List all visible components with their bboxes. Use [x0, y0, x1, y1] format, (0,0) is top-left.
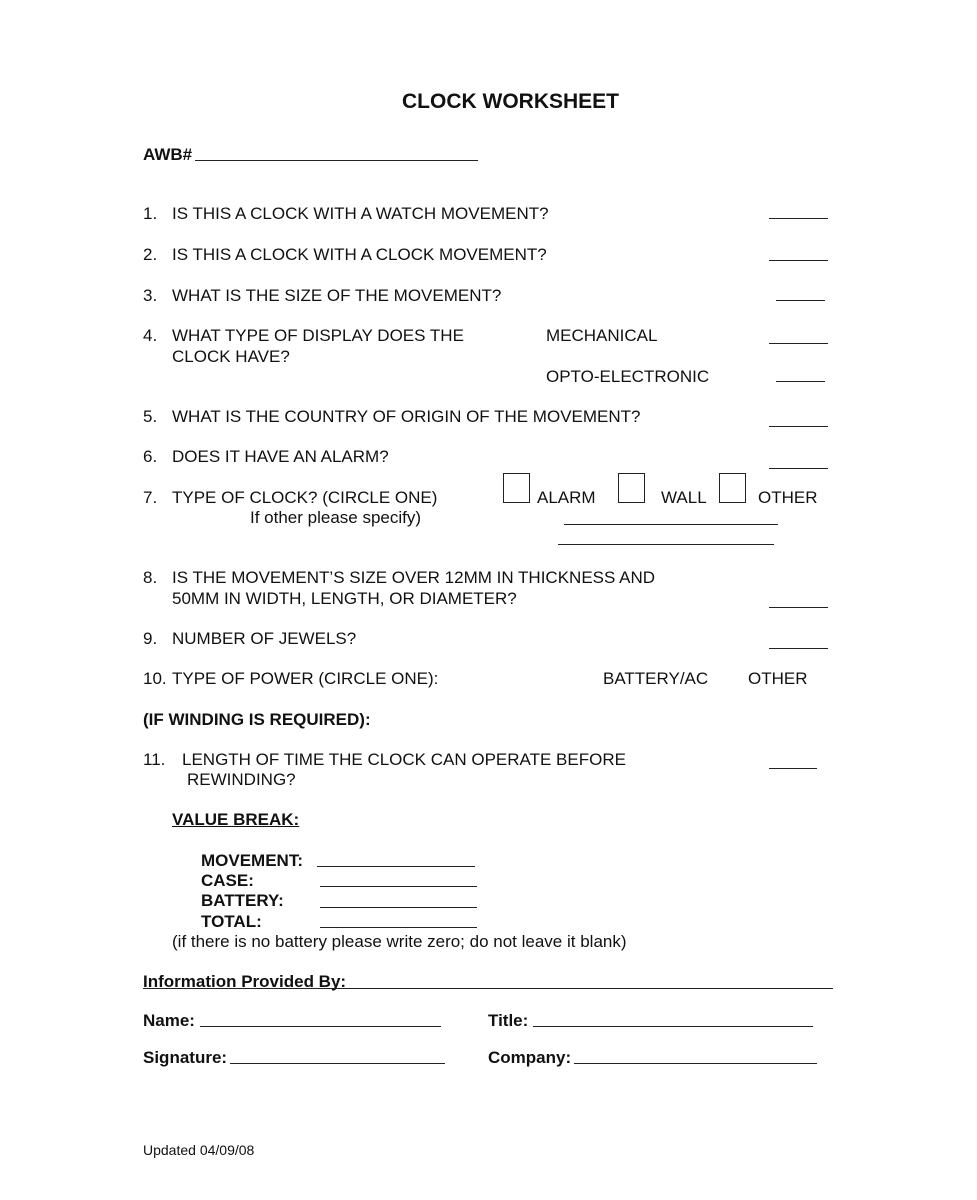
other-checkbox[interactable]: [719, 473, 746, 503]
battery-note: (if there is no battery please write zero; do not leave it blank): [172, 932, 627, 951]
question-number: 11.: [143, 750, 166, 769]
wall-checkbox[interactable]: [618, 473, 645, 503]
title-label: Title:: [488, 1011, 529, 1030]
awb-label: AWB#: [143, 145, 193, 164]
question-text: 50MM IN WIDTH, LENGTH, OR DIAMETER?: [172, 589, 517, 608]
question-text: LENGTH OF TIME THE CLOCK CAN OPERATE BEFORE: [182, 750, 626, 769]
question-number: 1.: [143, 204, 158, 223]
name-field[interactable]: [200, 1026, 441, 1027]
question-number: 2.: [143, 245, 158, 264]
answer-field-opto-electronic[interactable]: [776, 381, 825, 382]
company-label: Company:: [488, 1048, 572, 1067]
total-label: TOTAL:: [201, 912, 262, 931]
question-number: 9.: [143, 629, 158, 648]
option-battery-ac: BATTERY/AC: [603, 669, 709, 688]
question-number: 5.: [143, 407, 158, 426]
specify-other-field[interactable]: [564, 524, 778, 525]
case-value-field[interactable]: [320, 886, 477, 887]
specify-other-field-2[interactable]: [558, 544, 774, 545]
name-label: Name:: [143, 1011, 195, 1030]
answer-field[interactable]: [769, 260, 828, 261]
question-text: IS THIS A CLOCK WITH A CLOCK MOVEMENT?: [172, 245, 547, 264]
question-text: WHAT IS THE COUNTRY OF ORIGIN OF THE MOVEMENT?: [172, 407, 641, 426]
movement-value-field[interactable]: [317, 866, 475, 867]
answer-field[interactable]: [769, 607, 828, 608]
answer-field[interactable]: [769, 768, 817, 769]
signature-field[interactable]: [230, 1063, 445, 1064]
battery-label: BATTERY:: [201, 891, 284, 910]
answer-field[interactable]: [769, 218, 828, 219]
answer-field[interactable]: [769, 648, 828, 649]
option-other: OTHER: [758, 488, 818, 507]
alarm-checkbox[interactable]: [503, 473, 530, 503]
option-mechanical: MECHANICAL: [546, 326, 658, 345]
question-number: 7.: [143, 488, 158, 507]
question-text: WHAT TYPE OF DISPLAY DOES THE: [172, 326, 464, 345]
battery-value-field[interactable]: [320, 907, 477, 908]
movement-label: MOVEMENT:: [201, 851, 303, 870]
total-value-field[interactable]: [320, 927, 477, 928]
question-number: 8.: [143, 568, 158, 587]
question-text: TYPE OF CLOCK? (CIRCLE ONE): [172, 488, 438, 507]
signature-label: Signature:: [143, 1048, 228, 1067]
question-text: REWINDING?: [187, 770, 296, 789]
company-field[interactable]: [574, 1063, 817, 1064]
question-text: TYPE OF POWER (CIRCLE ONE):: [172, 669, 439, 688]
question-text: CLOCK HAVE?: [172, 347, 290, 366]
awb-field[interactable]: [195, 160, 478, 161]
option-other-power: OTHER: [748, 669, 808, 688]
page-title: CLOCK WORKSHEET: [402, 90, 619, 113]
winding-heading: (IF WINDING IS REQUIRED):: [143, 710, 371, 729]
question-subtext: If other please specify): [250, 508, 422, 527]
question-text: IS THIS A CLOCK WITH A WATCH MOVEMENT?: [172, 204, 549, 223]
question-number: 3.: [143, 286, 158, 305]
option-wall: WALL: [661, 488, 707, 507]
question-number: 4.: [143, 326, 158, 345]
option-alarm: ALARM: [537, 488, 596, 507]
question-text: NUMBER OF JEWELS?: [172, 629, 357, 648]
question-text: IS THE MOVEMENT’S SIZE OVER 12MM IN THICKNESS AND: [172, 568, 656, 587]
answer-field[interactable]: [769, 426, 828, 427]
question-number: 10.: [143, 669, 167, 688]
answer-field[interactable]: [776, 300, 825, 301]
info-heading-rule: [143, 988, 833, 989]
question-number: 6.: [143, 447, 158, 466]
value-break-heading: VALUE BREAK:: [172, 810, 300, 829]
updated-date: Updated 04/09/08: [143, 1142, 255, 1158]
question-text: WHAT IS THE SIZE OF THE MOVEMENT?: [172, 286, 502, 305]
option-opto-electronic: OPTO-ELECTRONIC: [546, 367, 710, 386]
answer-field[interactable]: [769, 468, 828, 469]
question-text: DOES IT HAVE AN ALARM?: [172, 447, 389, 466]
answer-field-mechanical[interactable]: [769, 343, 828, 344]
case-label: CASE:: [201, 871, 254, 890]
info-heading: Information Provided By:: [143, 972, 347, 991]
title-field[interactable]: [533, 1026, 813, 1027]
